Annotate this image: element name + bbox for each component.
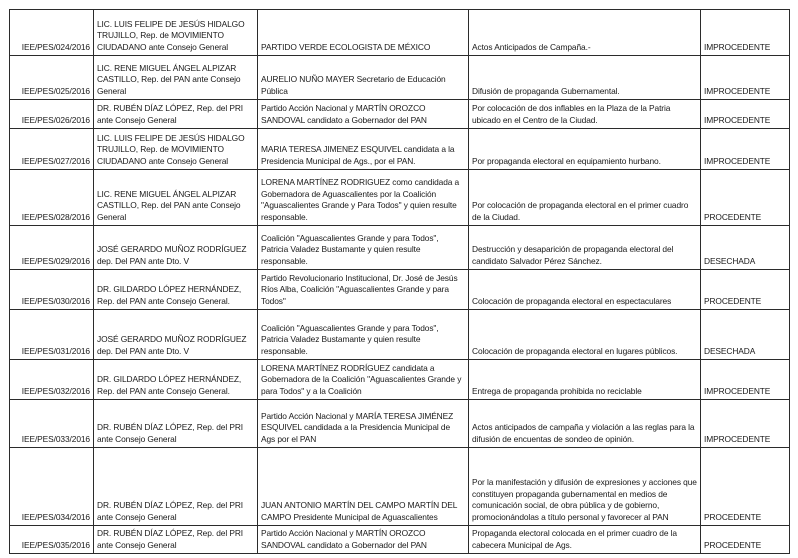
denunciado-cell: PARTIDO VERDE ECOLOGISTA DE MÉXICO bbox=[258, 10, 469, 56]
denunciante-cell: LIC. RENE MIGUEL ÁNGEL ALPIZAR CASTILLO, Rep. del PAN ante Consejo General bbox=[94, 56, 258, 100]
expediente-cell: IEE/PES/031/2016 bbox=[10, 310, 94, 360]
hechos-cell: Actos Anticipados de Campaña.- bbox=[469, 10, 701, 56]
table-row bbox=[10, 360, 790, 400]
hechos-cell: Colocación de propaganda electoral en lugares públicos. bbox=[469, 310, 701, 360]
case-table bbox=[9, 9, 790, 554]
table-row bbox=[10, 310, 790, 360]
expediente-cell: IEE/PES/027/2016 bbox=[10, 129, 94, 170]
table-row bbox=[10, 129, 790, 170]
denunciante-cell: DR. RUBÉN DÍAZ LÓPEZ, Rep. del PRI ante Consejo General bbox=[94, 526, 258, 554]
expediente-cell: IEE/PES/032/2016 bbox=[10, 360, 94, 400]
resolucion-cell: IMPROCEDENTE bbox=[701, 360, 790, 400]
hechos-cell: Por colocación de propaganda electoral en el primer cuadro de la Ciudad. bbox=[469, 170, 701, 226]
table-row bbox=[10, 56, 790, 100]
denunciado-cell: Coalición "Aguascalientes Grande y para Todos", Patricia Valadez Bustamante y quien resulte responsable. bbox=[258, 226, 469, 270]
expediente-cell: IEE/PES/034/2016 bbox=[10, 448, 94, 526]
expediente-cell: IEE/PES/030/2016 bbox=[10, 270, 94, 310]
denunciante-cell: LIC. LUIS FELIPE DE JESÚS HIDALGO TRUJILLO, Rep. de MOVIMIENTO CIUDADANO ante Consejo General bbox=[94, 10, 258, 56]
expediente-cell: IEE/PES/026/2016 bbox=[10, 100, 94, 129]
resolucion-cell: IMPROCEDENTE bbox=[701, 100, 790, 129]
resolucion-cell: IMPROCEDENTE bbox=[701, 56, 790, 100]
hechos-cell: Colocación de propaganda electoral en espectaculares bbox=[469, 270, 701, 310]
denunciado-cell: AURELIO NUÑO MAYER Secretario de Educación Pública bbox=[258, 56, 469, 100]
denunciado-cell: JUAN ANTONIO MARTÍN DEL CAMPO MARTÍN DEL CAMPO Presidente Municipal de Aguascalientes bbox=[258, 448, 469, 526]
denunciado-cell: Partido Revolucionario Institucional, Dr. José de Jesús Ríos Alba, Coalición "Aguascalientes Grande y para Todos" bbox=[258, 270, 469, 310]
denunciante-cell: DR. GILDARDO LÓPEZ HERNÁNDEZ, Rep. del PAN ante Consejo General. bbox=[94, 360, 258, 400]
denunciado-cell: LORENA MARTÍNEZ RODRÍGUEZ candidata a Gobernadora de la Coalición "Aguascalientes Grande y para Todos" y a la Coalición bbox=[258, 360, 469, 400]
expediente-cell: IEE/PES/028/2016 bbox=[10, 170, 94, 226]
denunciante-cell: DR. GILDARDO LÓPEZ HERNÁNDEZ, Rep. del PAN ante Consejo General. bbox=[94, 270, 258, 310]
table-row bbox=[10, 526, 790, 554]
resolucion-cell: DESECHADA bbox=[701, 226, 790, 270]
resolucion-cell: IMPROCEDENTE bbox=[701, 10, 790, 56]
hechos-cell: Difusión de propaganda Gubernamental. bbox=[469, 56, 701, 100]
expediente-cell: IEE/PES/033/2016 bbox=[10, 400, 94, 448]
denunciado-cell: Coalición "Aguascalientes Grande y para Todos", Patricia Valadez Bustamante y quien resulte responsable. bbox=[258, 310, 469, 360]
denunciado-cell: MARIA TERESA JIMENEZ ESQUIVEL candidata a la Presidencia Municipal de Ags., por el PAN. bbox=[258, 129, 469, 170]
denunciante-cell: DR. RUBÉN DÍAZ LÓPEZ, Rep. del PRI ante Consejo General bbox=[94, 400, 258, 448]
resolucion-cell: PROCEDENTE bbox=[701, 526, 790, 554]
resolucion-cell: PROCEDENTE bbox=[701, 270, 790, 310]
hechos-cell: Por propaganda electoral en equipamiento hurbano. bbox=[469, 129, 701, 170]
table-row bbox=[10, 170, 790, 226]
denunciante-cell: JOSÉ GERARDO MUÑOZ RODRÍGUEZ dep. Del PAN ante Dto. V bbox=[94, 310, 258, 360]
hechos-cell: Por colocación de dos inflables en la Plaza de la Patria ubicado en el Centro de la Ciudad. bbox=[469, 100, 701, 129]
resolucion-cell: IMPROCEDENTE bbox=[701, 129, 790, 170]
expediente-cell: IEE/PES/029/2016 bbox=[10, 226, 94, 270]
expediente-cell: IEE/PES/024/2016 bbox=[10, 10, 94, 56]
denunciante-cell: LIC. LUIS FELIPE DE JESÚS HIDALGO TRUJILLO, Rep. de MOVIMIENTO CIUDADANO ante Consejo General bbox=[94, 129, 258, 170]
denunciado-cell: Partido Acción Nacional y MARTÍN OROZCO SANDOVAL candidato a Gobernador del PAN bbox=[258, 526, 469, 554]
denunciante-cell: JOSÉ GERARDO MUÑOZ RODRÍGUEZ dep. Del PAN ante Dto. V bbox=[94, 226, 258, 270]
expediente-cell: IEE/PES/025/2016 bbox=[10, 56, 94, 100]
resolucion-cell: IMPROCEDENTE bbox=[701, 400, 790, 448]
hechos-cell: Entrega de propaganda prohibida no reciclable bbox=[469, 360, 701, 400]
denunciante-cell: DR. RUBÉN DÍAZ LÓPEZ, Rep. del PRI ante Consejo General bbox=[94, 100, 258, 129]
table-row bbox=[10, 10, 790, 56]
hechos-cell: Actos anticipados de campaña y violación a las reglas para la difusión de encuentas de sondeo de opinión. bbox=[469, 400, 701, 448]
denunciado-cell: Partido Acción Nacional y MARTÍN OROZCO SANDOVAL candidato a Gobernador del PAN bbox=[258, 100, 469, 129]
resolucion-cell: DESECHADA bbox=[701, 310, 790, 360]
resolucion-cell: PROCEDENTE bbox=[701, 448, 790, 526]
denunciado-cell: Partido Acción Nacional y MARÍA TERESA JIMÉNEZ ESQUIVEL candidada a la Presidencia Municipal de Ags por el PAN bbox=[258, 400, 469, 448]
resolucion-cell: PROCEDENTE bbox=[701, 170, 790, 226]
table-row bbox=[10, 226, 790, 270]
hechos-cell: Propaganda electoral colocada en el primer cuadro de la cabecera Municipal de Ags. bbox=[469, 526, 701, 554]
table-row bbox=[10, 400, 790, 448]
table-row bbox=[10, 100, 790, 129]
denunciante-cell: LIC. RENE MIGUEL ÁNGEL ALPIZAR CASTILLO, Rep. del PAN ante Consejo General bbox=[94, 170, 258, 226]
hechos-cell: Destrucción y desaparición de propaganda electoral del candidato Salvador Pérez Sánchez. bbox=[469, 226, 701, 270]
expediente-cell: IEE/PES/035/2016 bbox=[10, 526, 94, 554]
table-row bbox=[10, 448, 790, 526]
denunciado-cell: LORENA MARTÍNEZ RODRIGUEZ como candidada a Gobernadora de Aguascalientes por la Coalición "Aguascalientes Grande y Para Todos" y quien resulte responsable. bbox=[258, 170, 469, 226]
denunciante-cell: DR. RUBÉN DÍAZ LÓPEZ, Rep. del PRI ante Consejo General bbox=[94, 448, 258, 526]
table-row bbox=[10, 270, 790, 310]
hechos-cell: Por la manifestación y difusión de expresiones y acciones que constituyen propaganda gubernamental en medios de comunicación social, de obra pública y de gobierno, promocionándolas a título personal y favorecer al PAN bbox=[469, 448, 701, 526]
